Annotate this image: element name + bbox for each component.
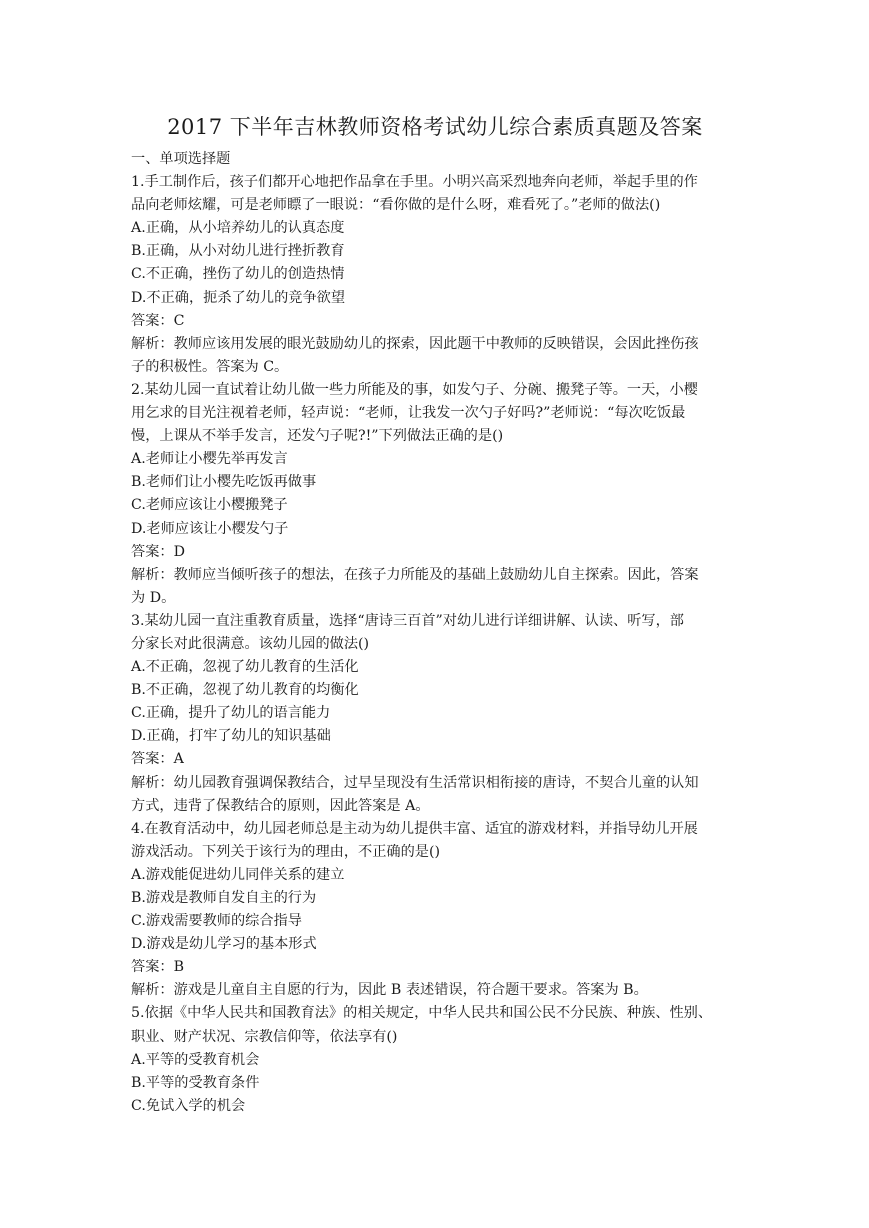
text-line: A.正确，从小培养幼儿的认真态度 [131,220,345,237]
text-line: B.不正确，忽视了幼儿教育的均衡化 [131,682,359,699]
text-line: 4.在教育活动中，幼儿园老师总是主动为幼儿提供丰富、适宜的游戏材料，并指导幼儿开展 [131,820,698,837]
text-line: 解析：幼儿园教育强调保教结合，过早呈现没有生活常识相衔接的唐诗，不契合儿童的认知 [131,774,699,791]
text-line: B.正确，从小对幼儿进行挫折教育 [131,243,345,260]
text-line: 2.某幼儿园一直试着让幼儿做一些力所能及的事，如发勺子、分碗、搬凳子等。一天，小樱 [131,381,698,398]
text-line: 1.手工制作后，孩子们都开心地把作品拿在手里。小明兴高采烈地奔向老师，举起手里的作 [131,174,698,191]
text-line: 方式，违背了保教结合的原则，因此答案是 A。 [131,797,430,814]
text-line: C.不正确，挫伤了幼儿的创造热情 [131,266,345,283]
text-line: 分家长对此很满意。该幼儿园的做法() [131,635,370,652]
text-line: C.游戏需要教师的综合指导 [131,913,302,930]
document-body [131,148,739,1118]
text-line: 解析：教师应当倾听孩子的想法，在孩子力所能及的基础上鼓励幼儿自主探索。因此，答案 [131,566,699,583]
text-line: 答案：A [131,751,184,768]
text-line: D.不正确，扼杀了幼儿的竞争欲望 [131,289,346,306]
text-line: A.游戏能促进幼儿同伴关系的建立 [131,866,345,883]
text-line: 一、单项选择题 [131,151,231,167]
text-line: 5.依据《中华人民共和国教育法》的相关规定，中华人民共和国公民不分民族、种族、性别、 [131,1005,713,1022]
text-line: B.游戏是教师自发自主的行为 [131,890,317,906]
text-line: A.平等的受教育机会 [131,1051,260,1068]
text-line: B.老师们让小樱先吃饭再做事 [131,474,317,491]
text-line: 答案：B [131,959,184,976]
text-line: A.不正确，忽视了幼儿教育的生活化 [131,659,359,676]
text-line: D.老师应该让小樱发勺子 [131,520,289,537]
text-line: 品向老师炫耀，可是老师瞟了一眼说：“看你做的是什么呀，难看死了。”老师的做法() [131,197,661,214]
text-line: 慢，上课从不举手发言，还发勺子呢?!”下列做法正确的是() [131,428,504,445]
text-line: 答案：C [131,312,185,329]
text-line: 答案：D [131,543,185,560]
text-line: C.免试入学的机会 [131,1097,246,1114]
text-line: 用乞求的目光注视着老师，轻声说：“老师，让我发一次勺子好吗?”老师说：“每次吃饭最 [131,405,686,422]
text-line: D.正确，打牢了幼儿的知识基础 [131,728,331,745]
text-line: C.正确，提升了幼儿的语言能力 [131,705,331,722]
text-line: 游戏活动。下列关于该行为的理由，不正确的是() [131,843,441,860]
text-line: 3.某幼儿园一直注重教育质量，选择“唐诗三百首”对幼儿进行详细讲解、认读、听写，部 [131,612,684,629]
text-line: 解析：教师应该用发展的眼光鼓励幼儿的探索，因此题干中教师的反映错误，会因此挫伤孩 [131,335,699,352]
text-line: 子的积极性。答案为 C。 [131,358,289,375]
text-line: 职业、财产状况、宗教信仰等，依法享有() [131,1028,398,1045]
text-line: C.老师应该让小樱搬凳子 [131,497,288,514]
document-title: 2017 下半年吉林教师资格考试幼儿综合素质真题及答案 [167,115,703,139]
text-line: 解析：游戏是儿童自主自愿的行为，因此 B 表述错误，符合题干要求。答案为 B。 [131,982,648,999]
text-line: D.游戏是幼儿学习的基本形式 [131,936,317,953]
text-line: A.老师让小樱先举再发言 [131,451,288,468]
text-line: 为 D。 [131,589,176,606]
text-line: B.平等的受教育条件 [131,1074,260,1091]
